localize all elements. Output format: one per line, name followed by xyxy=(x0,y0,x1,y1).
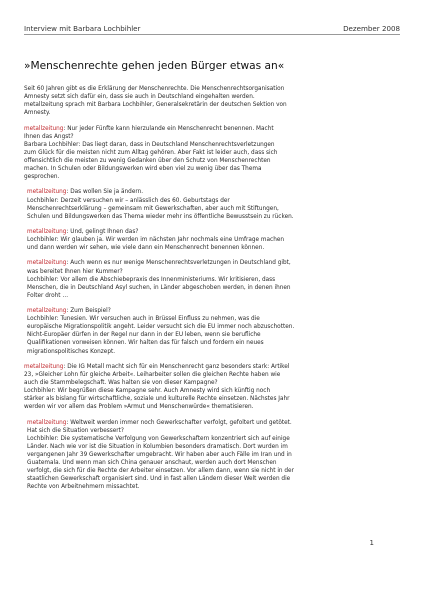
line-text: Lochbihler: Wir begrüßen diese Kampagne sehr. Auch Amnesty wird sich künftig noch xyxy=(24,388,271,395)
line-text: verfolgt, die sich für die Rechte der Arbeiter einsetzen. Vor allem dann, wenn sie nicht in der xyxy=(27,468,294,475)
text-line xyxy=(27,467,402,475)
line-text: Lochbihler: Tunesien. Wir versuchen auch in Brüssel Einfluss zu nehmen, was die xyxy=(27,316,260,323)
header-title: Interview mit Barbara Lochbihler xyxy=(24,24,141,33)
text-line xyxy=(27,475,402,483)
line-text: Qualifikationen vorweisen können. Wir halten das für falsch und fordern ein neues xyxy=(27,340,264,347)
line-text: Hat sich die Situation verbessert? xyxy=(27,427,124,434)
text-line xyxy=(27,236,402,244)
line-text: staatlichen Gewerkschaft organisiert sind. Und in fast allen Ländern dieser Welt werden die xyxy=(27,476,291,483)
text-line xyxy=(27,197,402,205)
line-text: auch die Stammbelegschaft. Was halten sie von dieser Kampagne? xyxy=(24,380,218,387)
page-number: 1 xyxy=(369,539,374,547)
text-line xyxy=(27,307,402,315)
text-line xyxy=(24,157,402,165)
question-label: metallzeitung xyxy=(24,363,64,370)
line-text: Ihnen das Angst? xyxy=(24,133,74,140)
question-label: metallzeitung xyxy=(27,189,67,196)
paragraph xyxy=(24,228,402,252)
paragraph xyxy=(24,259,402,299)
line-text: Lochbihler: Die systematische Verfolgung von Gewerkschaftern konzentriert sich auf einige xyxy=(27,435,290,442)
text-line xyxy=(24,165,402,173)
line-text: migrationspolitisches Konzept. xyxy=(27,348,116,355)
text-line xyxy=(24,395,402,403)
line-text: vergangenen Jahr 39 Gewerkschafter umgebracht. Wir haben aber auch Fälle im Iran und in xyxy=(27,451,292,458)
line-text: 23, »Gleicher Lohn für gleiche Arbeit«. Leiharbeiter sollen die gleichen Rechte haben wie xyxy=(24,371,281,378)
header-date: Dezember 2008 xyxy=(343,24,400,33)
line-text: Menschenrechtserklärung – gemeinsam mit Gewerkschaften, aber auch mit Stiftungen, xyxy=(27,205,279,212)
line-text: werden wir vor allem das Problem »Armut und Menschenwürde« thematisieren. xyxy=(24,404,254,411)
text-line xyxy=(27,427,402,435)
text-line xyxy=(27,483,402,491)
text-line xyxy=(27,268,402,276)
line-text: metallzeitung sprach mit Barbara Lochbihler, Generalsekretärin der deutschen Sektion von xyxy=(24,102,287,109)
paragraph xyxy=(24,363,402,412)
line-text: stärker als bislang für wirtschaftliche, soziale und kulturelle Rechte einsetzen. Nächstes Jahr xyxy=(24,396,290,403)
text-line xyxy=(27,188,402,196)
line-text: : Nur jeder Fünfte kann hierzulande ein Menschenrecht benennen. Macht xyxy=(63,125,274,132)
text-line xyxy=(24,387,402,395)
line-text: Amnesty. xyxy=(24,110,51,117)
paragraph xyxy=(24,419,402,492)
line-text: machen. In Schulen oder Bildungswerken wird eben viel zu wenig über das Thema xyxy=(24,166,262,173)
text-line xyxy=(27,315,402,323)
page-header xyxy=(24,24,400,35)
text-line xyxy=(27,213,402,221)
question-label: metallzeitung xyxy=(27,308,67,315)
question-label: metallzeitung xyxy=(27,228,67,235)
text-line xyxy=(27,331,402,339)
text-line xyxy=(24,149,402,157)
text-line xyxy=(24,403,402,411)
text-line xyxy=(27,339,402,347)
paragraph xyxy=(24,125,402,182)
text-line xyxy=(24,363,402,371)
text-line xyxy=(24,173,402,181)
text-line xyxy=(24,371,402,379)
line-text: Lochbihler: Wir glauben ja. Wir werden im nächsten Jahr nochmals eine Umfrage machen xyxy=(27,237,285,244)
text-line xyxy=(27,205,402,213)
line-text: : Die IG Metall macht sich für ein Menschenrecht ganz besonders stark: Artikel xyxy=(63,363,290,370)
text-line xyxy=(27,292,402,300)
line-text: Menschen, die in Deutschland Asyl suchen, in Länder abgeschoben werden, in denen ihnen xyxy=(27,284,291,291)
line-text: und dann werden wir sehen, wie viele dann ein Menschenrecht benennen können. xyxy=(27,245,265,252)
line-text: zum Glück für die meisten nicht zum Alltag gehören. Aber Fakt ist leider auch, dass sich xyxy=(24,149,278,156)
paragraph xyxy=(24,307,402,356)
text-line xyxy=(24,133,402,141)
text-line xyxy=(24,379,402,387)
line-text: was bereitet Ihnen hier Kummer? xyxy=(27,268,123,275)
text-line xyxy=(27,244,402,252)
line-text: offensichtlich die meisten zu wenig Gedanken über den Schutz von Menschenrechten xyxy=(24,157,271,164)
line-text: europäische Migrationspolitik angeht. Leider versucht sich die EU immer noch abzuschotten. xyxy=(27,324,295,331)
text-line xyxy=(27,276,402,284)
line-text: Amnesty setzt sich dafür ein, dass sie auch in Deutschland eingehalten werden. xyxy=(24,94,255,101)
text-line xyxy=(27,443,402,451)
line-text: Länder. Nach wie vor ist die Situation in Kolumbien besonders dramatisch. Dort wurden im xyxy=(27,443,288,450)
article-body xyxy=(24,85,402,499)
paragraph xyxy=(24,188,402,220)
line-text: : Das wollen Sie ja ändern. xyxy=(66,189,144,196)
text-line xyxy=(24,85,402,93)
text-line xyxy=(27,323,402,331)
text-line xyxy=(24,141,402,149)
text-line xyxy=(24,125,402,133)
line-text: Seit 60 Jahren gibt es die Erklärung der Menschenrechte. Die Menschenrechtsorganisation xyxy=(24,86,285,92)
text-line xyxy=(27,284,402,292)
text-line xyxy=(24,101,402,109)
line-text: Nicht-Europäer dürfen in der Regel nur dann in der EU leben, wenn sie berufliche xyxy=(27,332,261,339)
text-line xyxy=(27,228,402,236)
line-text: : Zum Beispiel? xyxy=(66,308,111,315)
question-label: metallzeitung xyxy=(24,125,64,132)
line-text: Lochbihler: Derzeit versuchen wir – anlässlich des 60. Geburtstags der xyxy=(27,197,230,204)
question-label: metallzeitung xyxy=(27,419,67,426)
line-text: Rechte von Arbeitnehmern missachtet. xyxy=(27,484,140,491)
line-text: Guatemala. Und wenn man sich China genauer anschaut, werden auch dort Menschen xyxy=(27,460,277,467)
line-text: gesprochen. xyxy=(24,174,60,181)
text-line xyxy=(24,93,402,101)
text-line xyxy=(27,451,402,459)
question-label: metallzeitung xyxy=(27,260,67,267)
line-text: : Weltweit werden immer noch Gewerkschafter verfolgt, gefoltert und getötet. xyxy=(66,419,292,426)
line-text: Lochbihler: Vor allem die Abschiebepraxis des Innenministeriums. Wir kritisieren, dass xyxy=(27,276,276,283)
line-text: Folter droht … xyxy=(27,292,69,299)
text-line xyxy=(27,348,402,356)
line-text: : Auch wenn es nur wenige Menschenrechtsverletzungen in Deutschland gibt, xyxy=(66,260,291,267)
line-text: Schulen und Bildungswerken das Thema wieder mehr ins öffentliche Bewusstsein zu rücken. xyxy=(27,213,294,220)
text-line xyxy=(27,259,402,267)
text-line xyxy=(24,109,402,117)
text-line xyxy=(27,459,402,467)
line-text: Barbara Lochbihler: Das liegt daran, dass in Deutschland Menschenrechtsverletzungen xyxy=(24,141,275,148)
line-text: : Und, gelingt Ihnen das? xyxy=(66,228,139,235)
text-line xyxy=(27,419,402,427)
article-title: »Menschenrechte gehen jeden Bürger etwas an« xyxy=(24,60,285,72)
text-line xyxy=(27,435,402,443)
paragraph xyxy=(24,85,402,117)
